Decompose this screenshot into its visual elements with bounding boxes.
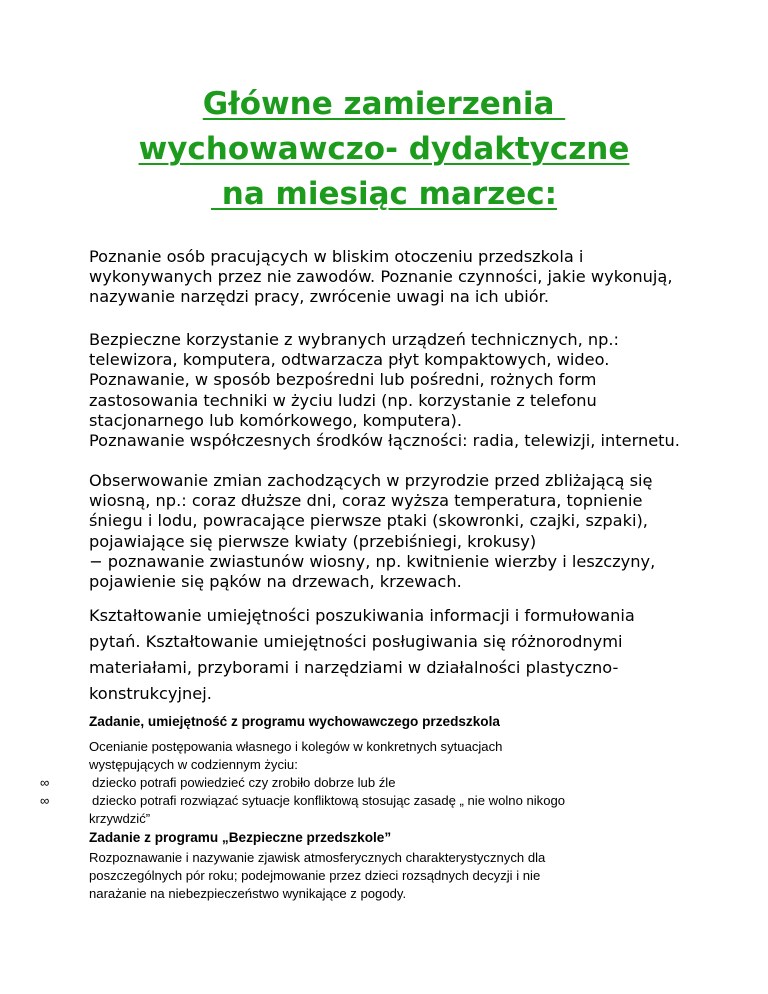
title-line-1: Główne zamierzenia [202,86,566,122]
paragraph-line: Kształtowanie umiejętności poszukiwania informacji i formułowania [89,606,635,625]
infinity-bullet-icon: ∞ [40,775,50,790]
paragraph-professions [89,247,689,308]
task-line: Ocenianie postępowania własnego i kolegów w konkretnych sytuacjach [89,739,503,754]
paragraph-line: pytań. Kształtowanie umiejętności posługiwania się różnorodnymi [89,632,623,651]
paragraph-line: Poznawanie współczesnych środków łączności: radia, telewizji, internetu. [89,431,680,451]
paragraph-line: Poznanie osób pracujących w bliskim otoczeniu przedszkola i [89,247,584,266]
paragraph-line: pojawienie się pąków na drzewach, krzewach. [89,572,462,592]
task-line: narażanie na niebezpieczeństwo wynikające z pogody. [89,886,407,901]
paragraph-line: pojawiające się pierwsze kwiaty (przebiśniegi, krokusy) [89,531,537,551]
task-line: poszczególnych pór roku; podejmowanie przez dzieci rozsądnych decyzji i nie [89,868,541,883]
document-title [0,82,768,217]
task-line: występujących w codziennym życiu: [89,757,298,772]
title-line-3: na miesiąc marzec: [210,176,558,212]
paragraph-line: konstrukcyjnej. [89,684,212,703]
task-heading-educational: Zadanie, umiejętność z programu wychowawczego przedszkola [89,714,500,729]
list-item-text: dziecko potrafi powiedzieć czy zrobiło dobrze lub źle [92,775,396,790]
paragraph-line: wykonywanych przez nie zawodów. Poznanie czynności, jakie wykonują, [89,267,673,287]
paragraph-line: materiałami, przyborami i narzędziami w działalności plastyczno- [89,658,619,677]
paragraph-technology [89,330,689,451]
paragraph-line: śniegu i lodu, powracające pierwsze ptaki (skowronki, czajki, szpaki), [89,511,648,531]
title-line-2: wychowawczo- dydaktyczne [138,131,630,167]
infinity-bullet-icon: ∞ [40,793,50,808]
task-line: Rozpoznawanie i nazywanie zjawisk atmosferycznych charakterystycznych dla [89,850,546,865]
paragraph-line: stacjonarnego lub komórkowego, komputera). [89,410,463,430]
list-item-text: dziecko potrafi rozwiązać sytuacje konfliktową stosując zasadę „ nie wolno nikogo [92,793,566,808]
paragraph-line: wiosną, np.: coraz dłuższe dni, coraz wyższa temperatura, topnienie [89,491,643,511]
paragraph-line: Obserwowanie zmian zachodzących w przyrodzie przed zbliżającą się [89,471,653,490]
paragraph-line: telewizora, komputera, odtwarzacza płyt kompaktowych, wideo. [89,350,610,370]
paragraph-spring [89,471,689,592]
paragraph-skills [89,603,689,707]
paragraph-line: − poznawanie zwiastunów wiosny, np. kwitnienie wierzby i leszczyny, [89,551,656,571]
list-item [40,792,565,810]
paragraph-line: zastosowania techniki w życiu ludzi (np. korzystanie z telefonu [89,390,597,410]
task-heading-safety: Zadanie z programu „Bezpieczne przedszkole” [89,830,392,845]
paragraph-line: Poznawanie, w sposób bezpośredni lub pośredni, rożnych form [89,370,597,390]
list-item-continuation: krzywdzić” [89,811,151,826]
paragraph-line: Bezpieczne korzystanie z wybranych urządzeń technicznych, np.: [89,330,620,349]
paragraph-line: nazywanie narzędzi pracy, zwrócenie uwagi na ich ubiór. [89,287,549,307]
list-item [40,774,396,792]
